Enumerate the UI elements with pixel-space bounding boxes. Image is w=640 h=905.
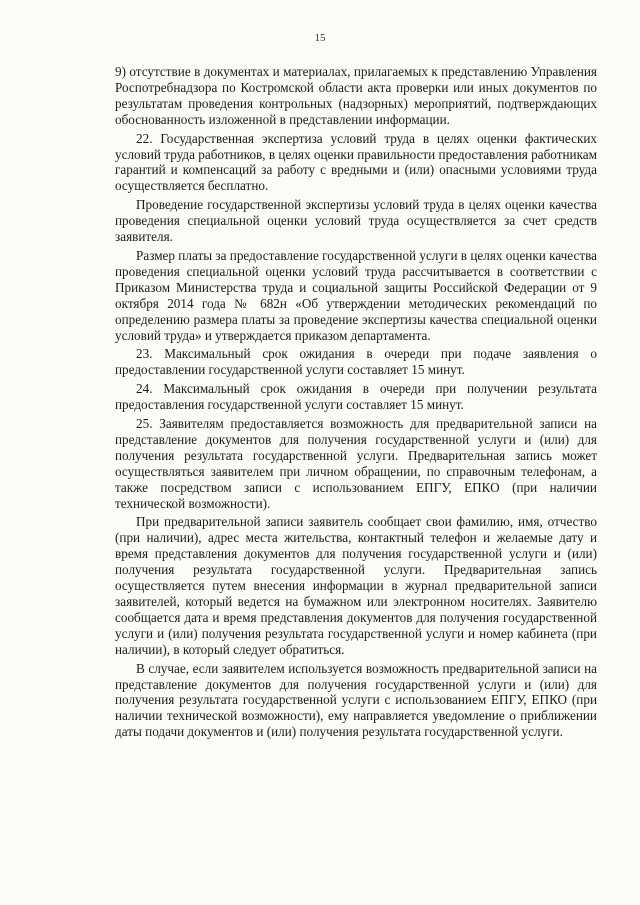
paragraph-item-9: 9) отсутствие в документах и материалах, прилагаемых к представлению Управления Роспотребнадзора по Костромской области акта проверки или иных документов по результатам проведения контрольных (надзорных) мероприятий, подтверждающих обоснованность изложенной в представлении информации. xyxy=(115,64,597,127)
document-body xyxy=(115,64,597,743)
paragraph-24: 24. Максимальный срок ожидания в очереди при получении результата предоставления государственной услуги составляет 15 минут. xyxy=(115,381,597,413)
page-number: 15 xyxy=(314,32,326,44)
paragraph-23: 23. Максимальный срок ожидания в очереди при подаче заявления о предоставлении государственной услуги составляет 15 минут. xyxy=(115,346,597,378)
paragraph-22: 22. Государственная экспертиза условий труда в целях оценки фактических условий труда работников, в целях оценки правильности предоставления работникам гарантий и компенсаций за работу с вредными и (или) опасными условиями труда осуществляется бесплатно. xyxy=(115,130,597,194)
paragraph-expertise-cost: Проведение государственной экспертизы условий труда в целях оценки качества проведения специальной оценки условий труда осуществляется за счет средств заявителя. xyxy=(115,197,597,245)
paragraph-notification: В случае, если заявителем используется возможность предварительной записи на представление документов для получения государственной услуги и (или) для получения результата государственной услуги с использованием ЕПГУ, ЕПКО (при наличии технической возможности), ему направляется уведомление о приближении даты подачи документов и (или) получения результата государственной услуги. xyxy=(115,660,597,740)
paragraph-preregistration-details: При предварительной записи заявитель сообщает свои фамилию, имя, отчество (при наличии), адрес места жительства, контактный телефон и желаемые дату и время представления документов для получения государственной услуги и (или) получения результата государственной услуги. Предварительная запись осуществляется путем внесения информации в журнал предварительной записи заявителей, который ведется на бумажном или электронном носителях. Заявителю сообщается дата и время представления документов для получения государственной услуги и (или) получения результата государственной услуги и номер кабинета (при наличии), в который следует обратиться. xyxy=(115,514,597,657)
paragraph-fee-size: Размер платы за предоставление государственной услуги в целях оценки качества проведения специальной оценки условий труда рассчитывается в соответствии с Приказом Министерства труда и социальной защиты Российской Федерации от 9 октября 2014 года № 682н «Об утверждении методических рекомендаций по определению размера платы за проведение экспертизы качества специальной оценки условий труда» и утверждается приказом департамента. xyxy=(115,247,597,343)
paragraph-25: 25. Заявителям предоставляется возможность для предварительной записи на представление документов для получения государственной услуги и (или) для получения результата государственной услуги. Предварительная запись может осуществляться заявителем при личном обращении, по справочным телефонам, а также посредством записи с использованием ЕПГУ, ЕПКО (при наличии технической возможности). xyxy=(115,416,597,511)
